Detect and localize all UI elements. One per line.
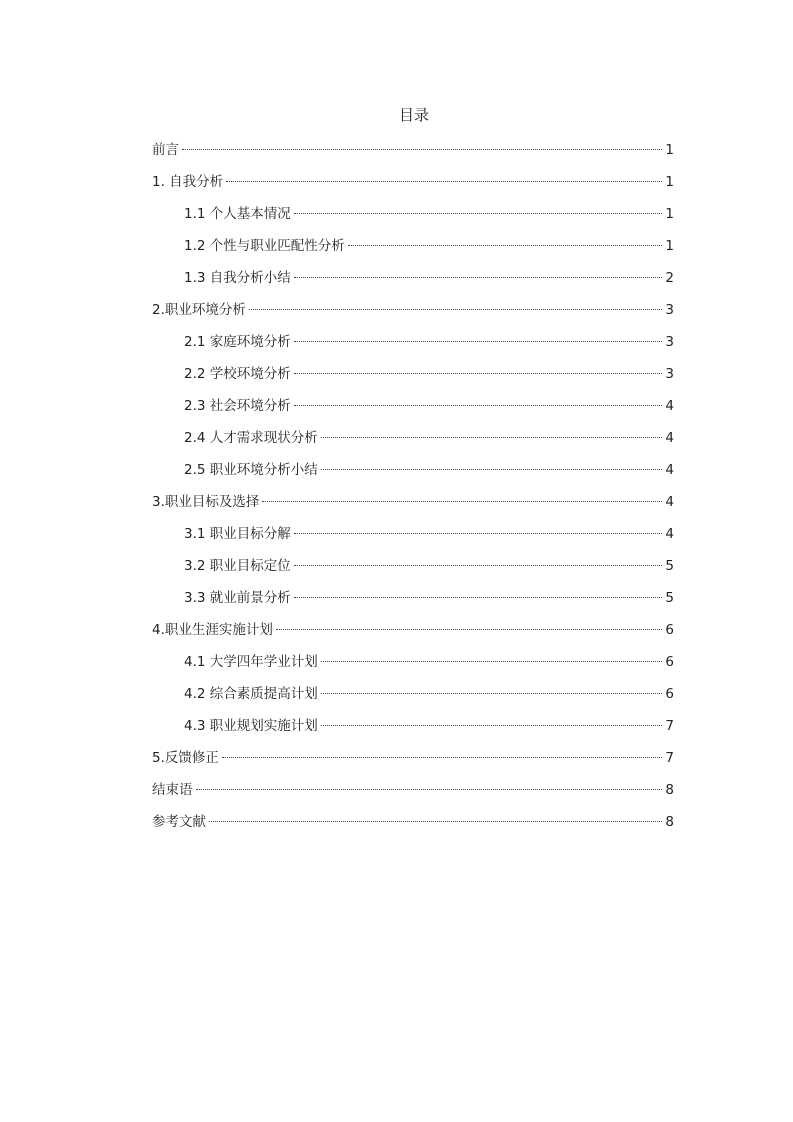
- toc-entry[interactable]: [152, 553, 674, 585]
- dot-leader: [321, 468, 663, 470]
- dot-leader: [321, 436, 663, 438]
- toc-entry-label: 4.1 大学四年学业计划: [184, 654, 318, 670]
- dot-leader: [249, 308, 663, 310]
- toc-entry[interactable]: [152, 201, 674, 233]
- toc-entry-label: 2.4 人才需求现状分析: [184, 430, 318, 446]
- toc-entry-page-number: 4: [665, 494, 674, 510]
- dot-leader: [321, 660, 663, 662]
- toc-entry-page-number: 8: [665, 782, 674, 798]
- toc-entry[interactable]: [152, 585, 674, 617]
- toc-entry-label: 1.3 自我分析小结: [184, 270, 291, 286]
- dot-leader: [294, 564, 663, 566]
- dot-leader: [294, 372, 663, 374]
- toc-entry-label: 3.职业目标及选择: [152, 494, 260, 510]
- toc-entry-page-number: 8: [665, 814, 674, 830]
- toc-entry-page-number: 5: [665, 590, 674, 606]
- toc-entry-page-number: 6: [665, 686, 674, 702]
- toc-entry[interactable]: [152, 489, 674, 521]
- toc-entry[interactable]: [152, 297, 674, 329]
- toc-entry[interactable]: [152, 521, 674, 553]
- dot-leader: [222, 756, 663, 758]
- toc-entry-label: 3.3 就业前景分析: [184, 590, 291, 606]
- toc-entry-label: 1. 自我分析: [152, 174, 224, 190]
- toc-entry-label: 4.职业生涯实施计划: [152, 622, 273, 638]
- toc-entry-label: 前言: [152, 142, 179, 158]
- dot-leader: [348, 244, 663, 246]
- dot-leader: [321, 724, 663, 726]
- dot-leader: [276, 628, 663, 630]
- toc-entry-page-number: 4: [665, 526, 674, 542]
- toc-entry[interactable]: [152, 425, 674, 457]
- dot-leader: [294, 404, 663, 406]
- dot-leader: [262, 500, 662, 502]
- toc-entry[interactable]: [152, 393, 674, 425]
- toc-entry[interactable]: [152, 233, 674, 265]
- toc-entry[interactable]: [152, 777, 674, 809]
- toc-entry[interactable]: [152, 169, 674, 201]
- toc-entry[interactable]: [152, 649, 674, 681]
- dot-leader: [294, 276, 663, 278]
- toc-entry-page-number: 1: [665, 206, 674, 222]
- toc-entry-page-number: 1: [665, 174, 674, 190]
- toc-entry-label: 结束语: [152, 782, 193, 798]
- toc-entry-label: 3.1 职业目标分解: [184, 526, 291, 542]
- toc-entry-label: 2.1 家庭环境分析: [184, 334, 291, 350]
- toc-entry-page-number: 6: [665, 622, 674, 638]
- table-of-contents: [152, 137, 674, 841]
- toc-entry-label: 2.职业环境分析: [152, 302, 246, 318]
- toc-entry-page-number: 3: [665, 334, 674, 350]
- dot-leader: [226, 180, 662, 182]
- toc-entry-label: 5.反馈修正: [152, 750, 219, 766]
- toc-entry[interactable]: [152, 745, 674, 777]
- toc-entry-label: 3.2 职业目标定位: [184, 558, 291, 574]
- toc-entry[interactable]: [152, 713, 674, 745]
- toc-entry-page-number: 6: [665, 654, 674, 670]
- toc-entry[interactable]: [152, 617, 674, 649]
- toc-entry[interactable]: [152, 457, 674, 489]
- dot-leader: [209, 820, 662, 822]
- dot-leader: [294, 212, 663, 214]
- toc-entry-label: 2.5 职业环境分析小结: [184, 462, 318, 478]
- dot-leader: [182, 148, 662, 150]
- toc-entry-page-number: 7: [665, 750, 674, 766]
- toc-entry-page-number: 3: [665, 302, 674, 318]
- toc-entry-page-number: 1: [665, 142, 674, 158]
- toc-entry-label: 1.1 个人基本情况: [184, 206, 291, 222]
- toc-entry-page-number: 4: [665, 398, 674, 414]
- toc-entry-label: 2.3 社会环境分析: [184, 398, 291, 414]
- toc-entry-label: 1.2 个性与职业匹配性分析: [184, 238, 345, 254]
- toc-entry[interactable]: [152, 809, 674, 841]
- toc-entry[interactable]: [152, 361, 674, 393]
- toc-entry-page-number: 5: [665, 558, 674, 574]
- toc-entry-page-number: 3: [665, 366, 674, 382]
- toc-entry-page-number: 4: [665, 462, 674, 478]
- toc-entry-label: 参考文献: [152, 814, 206, 830]
- toc-entry-label: 4.3 职业规划实施计划: [184, 718, 318, 734]
- toc-entry-label: 2.2 学校环境分析: [184, 366, 291, 382]
- toc-entry[interactable]: [152, 681, 674, 713]
- dot-leader: [196, 788, 663, 790]
- toc-entry-page-number: 4: [665, 430, 674, 446]
- dot-leader: [294, 596, 663, 598]
- dot-leader: [294, 340, 663, 342]
- dot-leader: [294, 532, 663, 534]
- toc-entry-page-number: 1: [665, 238, 674, 254]
- toc-entry-page-number: 7: [665, 718, 674, 734]
- toc-title: 目录: [398, 106, 429, 124]
- toc-entry[interactable]: [152, 137, 674, 169]
- dot-leader: [321, 692, 663, 694]
- toc-entry-page-number: 2: [665, 270, 674, 286]
- toc-entry-label: 4.2 综合素质提高计划: [184, 686, 318, 702]
- toc-entry[interactable]: [152, 265, 674, 297]
- toc-entry[interactable]: [152, 329, 674, 361]
